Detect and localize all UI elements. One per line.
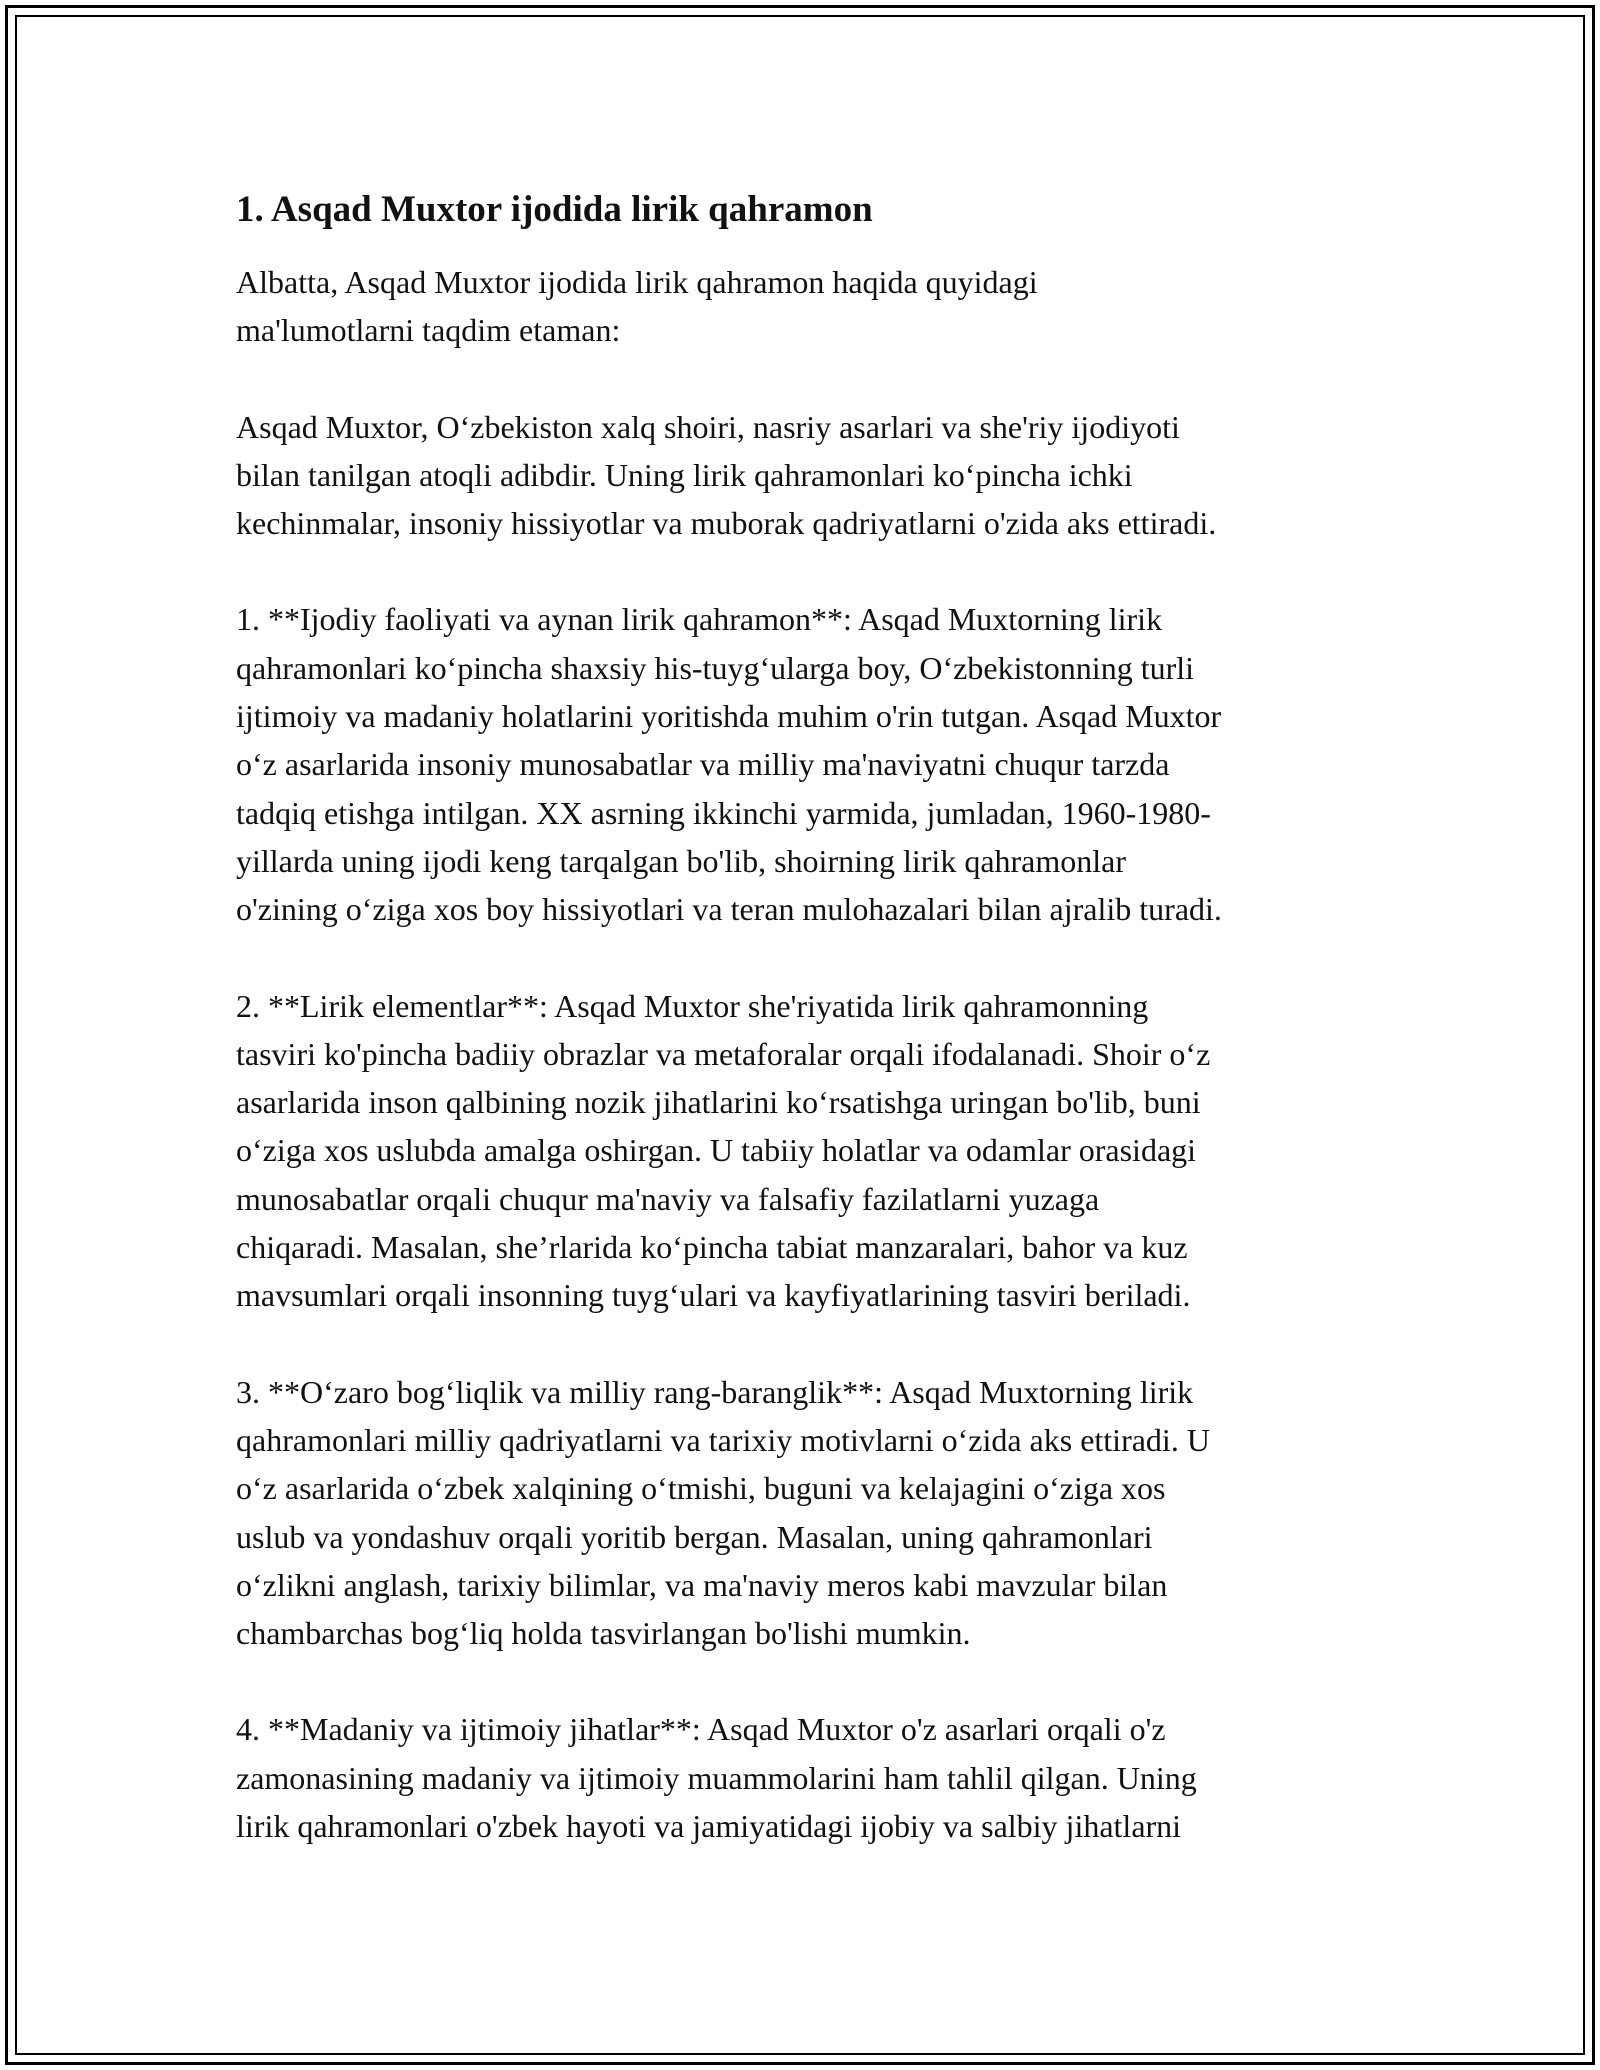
paragraph-line: chiqaradi. Masalan, she’rlarida ko‘pincha tabiat manzaralari, bahor va kuz [236, 1229, 1188, 1266]
paragraph-line: tasviri ko'pincha badiiy obrazlar va metaforalar orqali ifodalanadi. Shoir o‘z [236, 1035, 1211, 1072]
paragraph-line: Asqad Muxtor, O‘zbekiston xalq shoiri, nasriy asarlari va she'riy ijodiyoti [236, 408, 1180, 445]
document-title: 1. Asqad Muxtor ijodida lirik qahramon [236, 189, 873, 230]
paragraph [236, 1705, 1386, 1850]
paragraph-line: uslub va yondashuv orqali yoritib bergan. Masalan, uning qahramonlari [236, 1518, 1153, 1555]
paragraph-line: ijtimoiy va madaniy holatlarini yoritishda muhim o'rin tutgan. Asqad Muxtor [236, 698, 1222, 735]
paragraph-line: o‘zlikni anglash, tarixiy bilimlar, va ma'naviy meros kabi mavzular bilan [236, 1566, 1168, 1603]
paragraph-line: 3. **O‘zaro bog‘liqlik va milliy rang-baranglik**: Asqad Muxtorning lirik [236, 1373, 1194, 1410]
paragraph-line: asarlarida inson qalbining nozik jihatlarini ko‘rsatishga uringan bo'lib, buni [236, 1084, 1201, 1121]
paragraph-line: zamonasining madaniy va ijtimoiy muammolarini ham tahlil qilgan. Uning [236, 1759, 1197, 1796]
paragraph-line: kechinmalar, insoniy hissiyotlar va muborak qadriyatlarni o'zida aks ettiradi. [236, 505, 1217, 542]
paragraph-line: o'zining o‘ziga xos boy hissiyotlari va teran mulohazalari bilan ajralib turadi. [236, 891, 1222, 928]
paragraph-line: tadqiq etishga intilgan. XX asrning ikkinchi yarmida, jumladan, 1960-1980- [236, 794, 1211, 831]
paragraph-line: munosabatlar orqali chuqur ma'naviy va falsafiy fazilatlarni yuzaga [236, 1180, 1100, 1217]
paragraph [236, 595, 1386, 933]
paragraph-line: 4. **Madaniy va ijtimoiy jihatlar**: Asqad Muxtor o'z asarlari orqali o'z [236, 1711, 1166, 1748]
paragraph-line: qahramonlari milliy qadriyatlarni va tarixiy motivlarni o‘zida aks ettiradi. U [236, 1421, 1210, 1458]
paragraph-line: o‘z asarlarida insoniy munosabatlar va milliy ma'naviyatni chuqur tarzda [236, 746, 1170, 783]
paragraph-line: Albatta, Asqad Muxtor ijodida lirik qahramon haqida quyidagi [236, 264, 1038, 300]
paragraph-line: mavsumlari orqali insonning tuyg‘ulari va kayfiyatlarining tasviri beriladi. [236, 1277, 1191, 1314]
paragraph-container [236, 258, 1386, 1850]
paragraph-line: yillarda uning ijodi keng tarqalgan bo'lib, shoirning lirik qahramonlar [236, 842, 1127, 879]
paragraph-line: o‘ziga xos uslubda amalga oshirgan. U tabiiy holatlar va odamlar orasidagi [236, 1132, 1197, 1169]
paragraph-line: 2. **Lirik elementlar**: Asqad Muxtor she'riyatida lirik qahramonning [236, 987, 1149, 1024]
paragraph-line: bilan tanilgan atoqli adibdir. Uning lirik qahramonlari ko‘pincha ichki [236, 456, 1133, 493]
paragraph-line: qahramonlari ko‘pincha shaxsiy his-tuyg‘ularga boy, O‘zbekistonning turli [236, 649, 1195, 686]
paragraph-line: chambarchas bog‘liq holda tasvirlangan bo'lishi mumkin. [236, 1615, 971, 1652]
paragraph [236, 1368, 1386, 1658]
paragraph-line: ma'lumotlarni taqdim etaman: [236, 312, 621, 349]
paragraph-line: o‘z asarlarida o‘zbek xalqining o‘tmishi, buguni va kelajagini o‘ziga xos [236, 1470, 1166, 1507]
paragraph [236, 403, 1386, 548]
paragraph [236, 982, 1386, 1320]
document-body [236, 186, 1386, 1898]
paragraph-line: 1. **Ijodiy faoliyati va aynan lirik qahramon**: Asqad Muxtorning lirik [236, 601, 1163, 638]
paragraph-line: lirik qahramonlari o'zbek hayoti va jamiyatidagi ijobiy va salbiy jihatlarni [236, 1808, 1182, 1845]
paragraph [236, 258, 1386, 355]
